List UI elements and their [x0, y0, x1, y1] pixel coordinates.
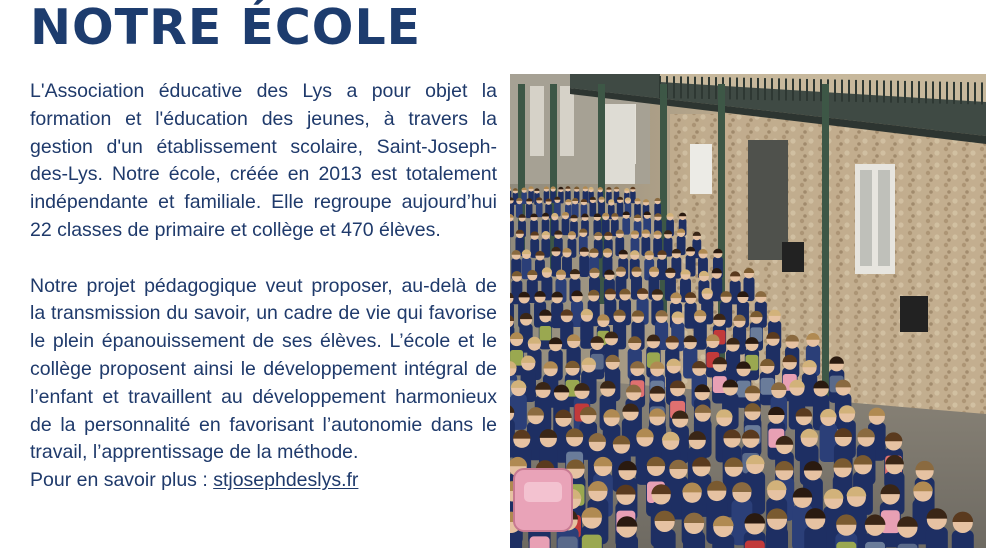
intro-text: [30, 78, 497, 495]
speaker: [900, 296, 928, 332]
poster: [690, 144, 712, 194]
photo-scene: [510, 74, 986, 548]
more-info-label: Pour en savoir plus :: [30, 469, 214, 492]
speaker: [782, 242, 804, 272]
page-title: NOTRE ÉCOLE: [30, 0, 422, 56]
paragraph-association: L'Association éducative des Lys a pour objet la formation et l'éducation des jeunes, à travers la gestion d'un établissement scolaire, Saint-Joseph-des-Lys. Notre école, créée en 2013 est totalement indépendante et familiale. Elle regroupe aujourd’hui 22 classes de primaire et collège et 470 élèves.: [30, 80, 497, 241]
more-info-line: [30, 467, 497, 495]
website-link[interactable]: stjosephdeslys.fr: [213, 469, 359, 492]
window: [605, 104, 635, 184]
school-courtyard-photo: [510, 74, 986, 548]
paragraph-pedagogy: Notre projet pédagogique veut proposer, au-delà de la transmission du savoir, un cadre de vie qui favorise le plein épanouissement de ses élèves. L’école et le collège proposent ainsi le développement intégral de l’enfant et travaillent au développement harmonieux de la personnalité en favorisant l’autonomie dans le travail, l’apprentissage de la méthode.: [30, 274, 497, 464]
